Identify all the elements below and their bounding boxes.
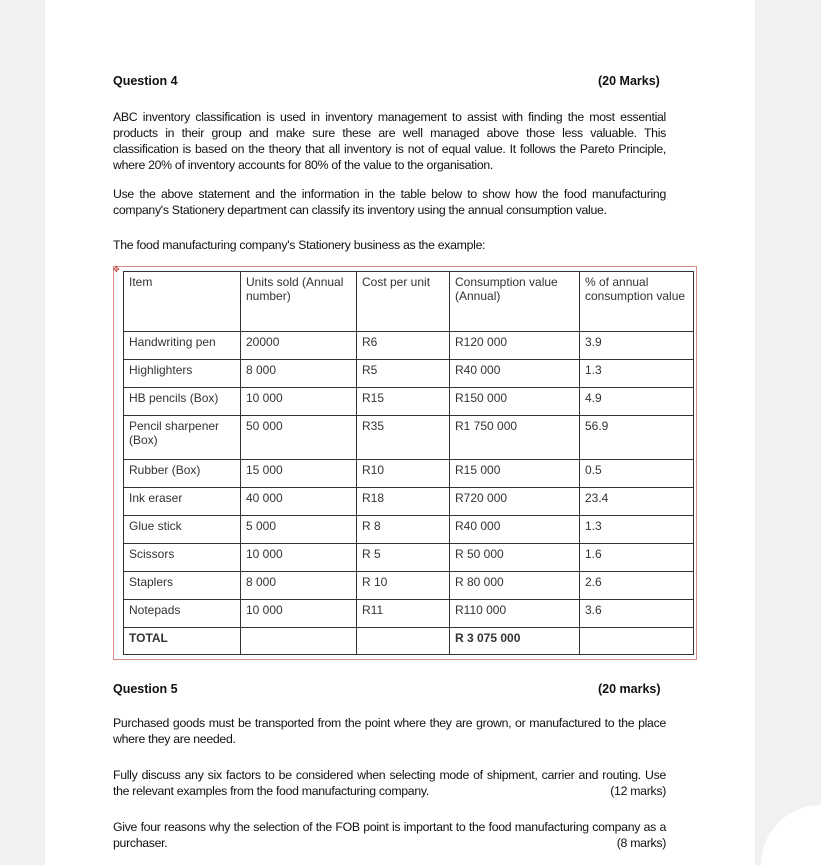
table-move-handle-icon[interactable]: ✥ xyxy=(113,265,120,274)
table-cell: 10 000 xyxy=(241,600,357,628)
table-cell: Handwriting pen xyxy=(124,332,241,360)
table-row xyxy=(124,516,694,544)
table-row xyxy=(124,388,694,416)
table-row xyxy=(124,416,694,460)
table-cell: 0.5 xyxy=(580,460,694,488)
table-cell: 1.6 xyxy=(580,544,694,572)
table-cell: R40 000 xyxy=(450,360,580,388)
table-cell: 50 000 xyxy=(241,416,357,460)
header-cell: Cost per unit xyxy=(357,272,450,332)
question-4-paragraph-2: Use the above statement and the information in the table below to show how the food manufacturing company's Stationery department can classify its inventory using the annual consumption value. xyxy=(113,187,666,217)
table-cell: R5 xyxy=(357,360,450,388)
table-cell: Glue stick xyxy=(124,516,241,544)
table-cell: R18 xyxy=(357,488,450,516)
table-cell: 20000 xyxy=(241,332,357,360)
table-cell: R15 xyxy=(357,388,450,416)
header-cell: Units sold (Annual number) xyxy=(241,272,357,332)
table-cell: 3.6 xyxy=(580,600,694,628)
table-cell: 10 000 xyxy=(241,388,357,416)
table-cell: R720 000 xyxy=(450,488,580,516)
page-corner-shape xyxy=(761,805,821,865)
table-row xyxy=(124,488,694,516)
table-row xyxy=(124,332,694,360)
question-5-marks: (20 marks) xyxy=(598,682,661,696)
total-cell xyxy=(580,628,694,655)
paragraph-2-marks: (12 marks) xyxy=(610,784,666,798)
table-cell: 56.9 xyxy=(580,416,694,460)
table-cell: 1.3 xyxy=(580,516,694,544)
table-cell: R 8 xyxy=(357,516,450,544)
table-cell: 1.3 xyxy=(580,360,694,388)
table-cell: HB pencils (Box) xyxy=(124,388,241,416)
table-cell: R1 750 000 xyxy=(450,416,580,460)
table-cell: R150 000 xyxy=(450,388,580,416)
header-cell: % of annual consumption value xyxy=(580,272,694,332)
table-cell: 2.6 xyxy=(580,572,694,600)
question-4-title: Question 4 xyxy=(113,74,178,88)
table-row xyxy=(124,572,694,600)
table-cell: Highlighters xyxy=(124,360,241,388)
question-5-paragraph-3 xyxy=(113,819,666,851)
table-cell: R 10 xyxy=(357,572,450,600)
table-cell: 40 000 xyxy=(241,488,357,516)
table-cell: Rubber (Box) xyxy=(124,460,241,488)
question-4-marks: (20 Marks) xyxy=(598,74,660,88)
table-cell: 8 000 xyxy=(241,360,357,388)
inventory-table xyxy=(123,271,694,655)
table-cell: 4.9 xyxy=(580,388,694,416)
table-cell: R 5 xyxy=(357,544,450,572)
table-row xyxy=(124,600,694,628)
table-row xyxy=(124,460,694,488)
header-cell: Item xyxy=(124,272,241,332)
table-cell: 8 000 xyxy=(241,572,357,600)
table-cell: R40 000 xyxy=(450,516,580,544)
table-cell: 3.9 xyxy=(580,332,694,360)
table-cell: 5 000 xyxy=(241,516,357,544)
table-header-row xyxy=(124,272,694,332)
table-cell: 10 000 xyxy=(241,544,357,572)
paragraph-3-text: Give four reasons why the selection of the FOB point is important to the food manufacturing company as a purchaser. xyxy=(113,820,666,850)
table-cell: Scissors xyxy=(124,544,241,572)
total-cell: R 3 075 000 xyxy=(450,628,580,655)
paragraph-3-marks: (8 marks) xyxy=(616,836,666,850)
question-5-title: Question 5 xyxy=(113,682,178,696)
table-cell: R35 xyxy=(357,416,450,460)
total-cell: TOTAL xyxy=(124,628,241,655)
question-5-paragraph-1: Purchased goods must be transported from the point where they are grown, or manufactured to the place where they are needed. xyxy=(113,716,666,746)
total-cell xyxy=(357,628,450,655)
question-4-paragraph-1: ABC inventory classification is used in inventory management to assist with finding the most essential products in their group and make sure these are well managed above those less valuable. This classification is based on the theory that all inventory is not of equal value. It follows the Pareto Principle, where 20% of inventory accounts for 80% of the value to the organisation. xyxy=(113,110,666,172)
table-cell: Staplers xyxy=(124,572,241,600)
table-row xyxy=(124,544,694,572)
table-cell: Notepads xyxy=(124,600,241,628)
table-cell: R 80 000 xyxy=(450,572,580,600)
table-row xyxy=(124,360,694,388)
table-cell: R11 xyxy=(357,600,450,628)
paragraph-2-text: Fully discuss any six factors to be considered when selecting mode of shipment, carrier and routing. Use the relevant examples from the food manufacturing company. xyxy=(113,768,666,798)
table-cell: Pencil sharpener (Box) xyxy=(124,416,241,460)
table-cell: R 50 000 xyxy=(450,544,580,572)
total-cell xyxy=(241,628,357,655)
table-cell: Ink eraser xyxy=(124,488,241,516)
table-cell: R110 000 xyxy=(450,600,580,628)
table-cell: R10 xyxy=(357,460,450,488)
header-cell: Consumption value (Annual) xyxy=(450,272,580,332)
question-4-paragraph-3: The food manufacturing company's Stationery business as the example: xyxy=(113,238,486,252)
table-total-row xyxy=(124,628,694,655)
table-cell: R120 000 xyxy=(450,332,580,360)
table-cell: 15 000 xyxy=(241,460,357,488)
question-5-paragraph-2 xyxy=(113,767,666,799)
table-cell: R6 xyxy=(357,332,450,360)
table-cell: 23.4 xyxy=(580,488,694,516)
table-cell: R15 000 xyxy=(450,460,580,488)
